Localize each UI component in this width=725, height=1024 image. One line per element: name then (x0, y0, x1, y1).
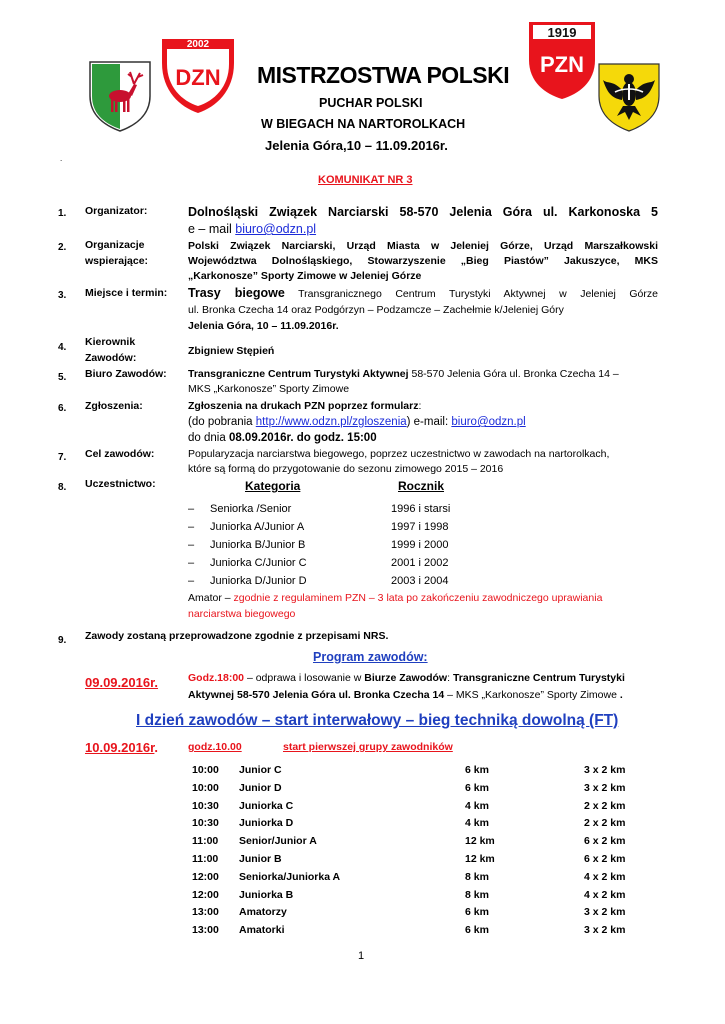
schedule-laps: 4 x 2 km (584, 870, 626, 883)
entries-colon: : (418, 400, 422, 412)
entries-line (188, 431, 658, 446)
schedule-row (192, 906, 642, 923)
page-title: MISTRZOSTWA POLSKI (257, 62, 510, 88)
schedule-row (192, 853, 642, 870)
day1-bold: Biurze Zawodów (364, 672, 448, 684)
page-number: 1 (358, 950, 365, 962)
schedule-laps: 3 x 2 km (584, 906, 626, 919)
section-label: Biuro Zawodów: (85, 368, 167, 380)
schedule-time: 10:00 (192, 764, 219, 776)
category-name: Juniorka D/Junior D (210, 575, 307, 587)
section-number: 1. (58, 208, 67, 219)
organizer-name: Dolnośląski Związek Narciarski 58-570 Jelenia Góra ul. Karkonoska 5 (188, 205, 658, 219)
schedule-row (192, 871, 642, 888)
venue-rest: Transgranicznego Centrum Turystyki Aktywnej w Jeleniej Górze (284, 288, 658, 300)
category-dash: – (188, 539, 195, 551)
label-line: Zawodów: (85, 352, 137, 364)
day1-end: . (619, 689, 623, 701)
section-number: 6. (58, 403, 67, 414)
day1-text: – MKS „Karkonosze” Sporty Zimowe (444, 689, 620, 701)
organizer-email-line (188, 222, 658, 237)
office-rest: 58-570 Jelenia Góra ul. Bronka Czecha 14 – (408, 368, 619, 380)
section-number: 3. (58, 290, 67, 301)
category-name: Juniorka B/Junior B (210, 539, 306, 551)
pzn-year: 1919 (547, 25, 577, 40)
section-number: 9. (58, 635, 67, 646)
schedule-dist: 4 km (465, 817, 489, 830)
schedule-time: 10:30 (192, 817, 219, 830)
purpose-line: Popularyzacja narciarstwa biegowego, poprzez uczestnictwo w zawodach na nartorolkach, (188, 448, 610, 460)
small-mark: . (60, 154, 63, 163)
section-number: 8. (58, 482, 67, 493)
category-year: 1999 i 2000 (391, 539, 449, 551)
schedule-row (192, 835, 642, 852)
schedule-dist: 8 km (465, 888, 489, 901)
entries-deadline: 08.09.2016r. do godz. 15:00 (228, 432, 377, 444)
entries-text: ) e-mail: (406, 416, 452, 428)
category-dash: – (188, 521, 195, 533)
schedule-row (192, 924, 642, 941)
schedule-dist: 12 km (465, 853, 495, 865)
section-label: Uczestnictwo: (85, 478, 156, 490)
pzn-logo (527, 20, 597, 100)
category-year: 2003 i 2004 (391, 575, 449, 587)
schedule-time: 10:30 (192, 799, 219, 812)
year-header: Rocznik (398, 479, 445, 493)
schedule-dist: 6 km (465, 906, 489, 919)
rules-note: Zawody zostaną przeprowadzone zgodnie z przepisami NRS. (85, 630, 389, 642)
label-line: Kierownik (85, 336, 136, 348)
schedule-cat: Junior C (239, 764, 282, 776)
schedule-cat: Seniorka/Juniorka A (239, 870, 341, 883)
schedule-row (192, 800, 642, 817)
schedule-dist: 6 km (465, 781, 489, 794)
schedule-dist: 8 km (465, 870, 489, 883)
schedule-cat: Juniorka D (239, 817, 294, 830)
schedule-time: 12:00 (192, 870, 219, 883)
schedule-time: 11:00 (192, 853, 219, 865)
office-bold: Transgraniczne Centrum Turystyki Aktywnej (188, 368, 409, 380)
section-label (85, 334, 136, 366)
category-row (188, 575, 468, 591)
category-row (188, 539, 468, 555)
schedule-dist: 6 km (465, 924, 489, 937)
eagle-crest-logo (597, 62, 661, 132)
amator-rule: zgodnie z regulaminem PZN – 3 lata po zakończeniu zawodniczego uprawiania (233, 592, 603, 604)
category-year: 2001 i 2002 (391, 557, 449, 569)
day1-line (188, 687, 668, 703)
day1-text: : (447, 672, 453, 684)
amator-label: Amator – (188, 592, 234, 604)
dzn-text: DZN (175, 65, 221, 90)
schedule-laps: 3 x 2 km (584, 781, 626, 794)
schedule-dist: 6 km (465, 764, 489, 776)
schedule-time: 13:00 (192, 924, 219, 937)
venue-line (188, 286, 658, 302)
schedule-cat: Juniorka B (239, 888, 294, 901)
day1-time: Godz.18:00 (188, 672, 245, 684)
day2-date-text: 10.09.2016r (85, 740, 155, 755)
subtitle-event: W BIEGACH NA NARTOROLKACH (261, 117, 466, 131)
supporters-line: „Karkonosze” Sporty Zimowe w Jeleniej Górze (188, 270, 422, 282)
category-row (188, 557, 468, 573)
category-name: Juniorka A/Junior A (210, 521, 305, 533)
schedule-row (192, 889, 642, 906)
day1-bold: Transgraniczne Centrum Turystyki (452, 672, 625, 684)
program-title: Program zawodów: (313, 650, 428, 664)
day1-date: 09.09.2016r. (85, 675, 159, 690)
schedule-cat: Amatorzy (239, 906, 287, 919)
schedule-cat: Amatorki (239, 924, 285, 937)
schedule-time: 11:00 (192, 835, 219, 848)
dzn-year: 2002 (186, 39, 210, 50)
schedule-laps: 6 x 2 km (584, 853, 626, 865)
category-dash: – (188, 503, 195, 515)
schedule-laps: 3 x 2 km (584, 764, 626, 776)
schedule-time: 12:00 (192, 888, 219, 901)
dzn-logo (158, 35, 238, 115)
category-dash: – (188, 557, 195, 569)
entries-line (188, 399, 658, 414)
schedule-row (192, 782, 642, 799)
purpose-line: które są formą do przygotowanie do sezonu zimowego 2015 – 2016 (188, 463, 504, 475)
entries-line (188, 415, 658, 430)
venue-line: ul. Bronka Czecha 14 oraz Podgórzyn – Podzamcze – Zachełmie k/Jeleniej Góry (188, 304, 564, 316)
entries-email-link[interactable]: biuro@odzn.pl (451, 416, 526, 428)
organizer-email-link[interactable]: biuro@odzn.pl (235, 222, 317, 236)
category-name: Juniorka C/Junior C (210, 557, 307, 569)
label-line: Organizacje (85, 239, 145, 251)
category-dash: – (188, 575, 195, 587)
section-label: Zgłoszenia: (85, 400, 143, 412)
schedule-dist: 4 km (465, 799, 489, 812)
venue-date: Jelenia Góra, 10 – 11.09.2016r. (188, 320, 339, 332)
schedule-laps: 4 x 2 km (584, 888, 626, 901)
subtitle-puchar: PUCHAR POLSKI (319, 96, 423, 110)
day1-text: – odprawa i losowanie w (244, 672, 365, 684)
section-label (85, 237, 148, 269)
subtitle-location-date: Jelenia Góra,10 – 11.09.2016r. (265, 138, 448, 153)
category-name: Seniorka /Senior (210, 503, 292, 515)
amator-line (188, 591, 658, 606)
schedule-cat: Junior D (239, 781, 282, 794)
day1-bold: Aktywnej 58-570 Jelenia Góra ul. Bronka Czecha 14 (188, 689, 445, 701)
section-number: 4. (58, 342, 67, 353)
day2-time: godz.10.00 (188, 741, 242, 753)
category-year: 1996 i starsi (391, 503, 451, 515)
schedule-cat: Juniorka C (239, 799, 294, 812)
section-label: Organizator: (85, 205, 148, 217)
section-number: 5. (58, 372, 67, 383)
entries-text: do dnia (188, 432, 229, 444)
category-header: Kategoria (245, 479, 301, 493)
venue-bold: Trasy biegowe (188, 286, 285, 300)
day2-date (85, 740, 158, 755)
section-label: Cel zawodów: (85, 448, 155, 460)
supporters-line: Polski Związek Narciarski, Urząd Miasta w Jeleniej Górze, Urząd Marszałkowski (188, 240, 658, 252)
day1-line (188, 670, 668, 686)
deer-crest-logo (88, 60, 152, 132)
schedule-time: 10:00 (192, 781, 219, 794)
schedule-cat: Junior B (239, 853, 282, 865)
email-prefix: e – mail (188, 222, 236, 236)
section-number: 7. (58, 452, 67, 463)
schedule-laps: 3 x 2 km (584, 924, 626, 937)
category-year: 1997 i 1998 (391, 521, 449, 533)
race-director: Zbigniew Stępień (188, 345, 275, 357)
office-line: MKS „Karkonosze” Sporty Zimowe (188, 383, 350, 395)
day2-date-dot: . (154, 740, 159, 755)
schedule-cat: Senior/Junior A (239, 835, 317, 848)
schedule-laps: 6 x 2 km (584, 835, 626, 848)
day2-heading: I dzień zawodów – start interwałowy – bieg techniką dowolną (FT) (136, 712, 619, 729)
day2-note: start pierwszej grupy zawodników (283, 741, 453, 753)
schedule-dist: 12 km (465, 835, 495, 848)
schedule-row (192, 764, 642, 781)
schedule-laps: 2 x 2 km (584, 799, 626, 812)
schedule-time: 13:00 (192, 906, 219, 919)
schedule-row (192, 817, 642, 834)
pzn-text: PZN (540, 52, 584, 77)
komunikat-heading: KOMUNIKAT NR 3 (318, 174, 413, 186)
office-line (188, 367, 658, 382)
section-number: 2. (58, 242, 67, 253)
supporters-line: Województwa Dolnośląskiego, Stowarzyszenie „Bieg Piastów” Jakuszyce, MKS (188, 255, 658, 267)
amator-line: narciarstwa biegowego (188, 608, 296, 620)
entry-form-link[interactable]: http://www.odzn.pl/zgloszenia (255, 416, 407, 428)
label-line: wspierające: (85, 255, 149, 267)
category-row (188, 503, 468, 519)
entries-bold: Zgłoszenia na drukach PZN poprzez formularz (188, 400, 419, 412)
section-label: Miejsce i termin: (85, 287, 168, 299)
category-row (188, 521, 468, 537)
schedule-laps: 2 x 2 km (584, 817, 626, 830)
entries-text: (do pobrania (188, 416, 256, 428)
